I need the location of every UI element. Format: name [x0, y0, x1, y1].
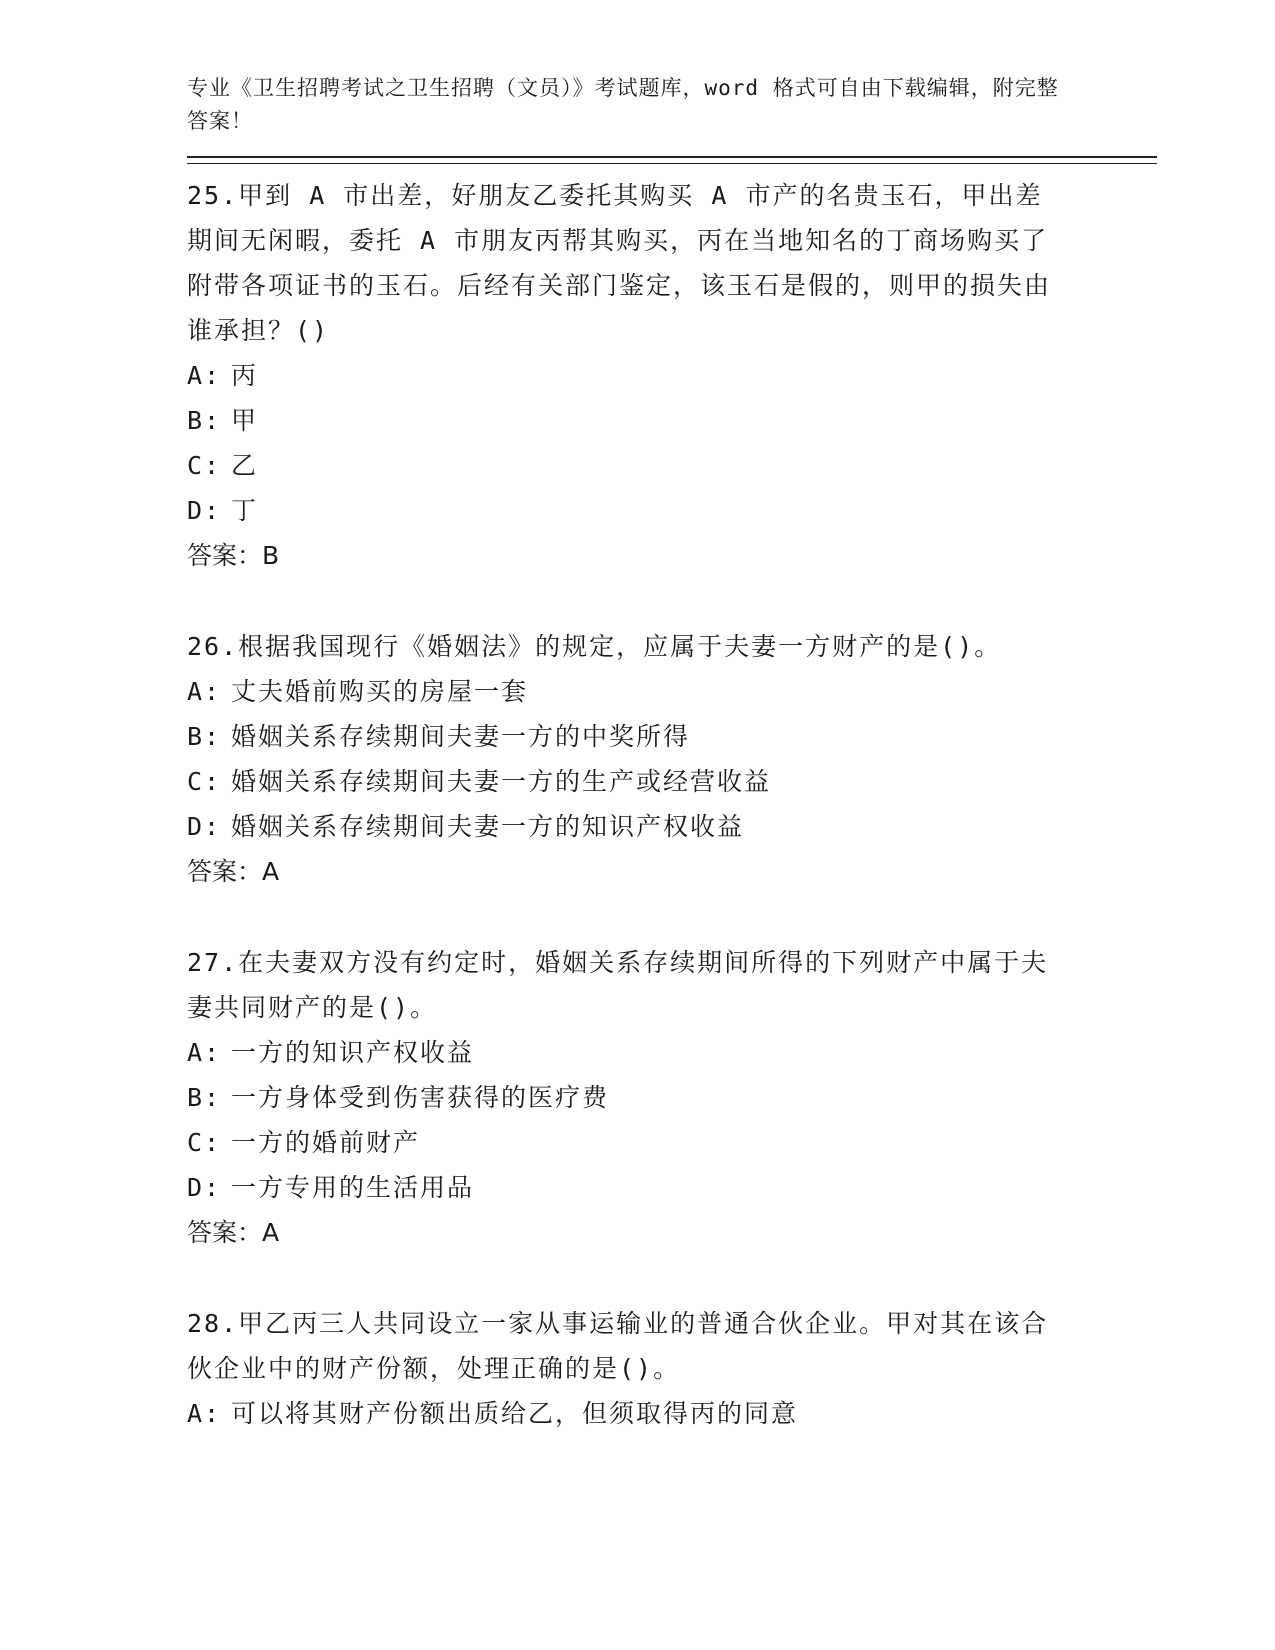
option-text: 一方的婚前财产: [231, 1128, 421, 1157]
option-text: 婚姻关系存续期间夫妻一方的中奖所得: [231, 722, 691, 751]
option-c: [187, 759, 1157, 804]
option-text: 婚姻关系存续期间夫妻一方的知识产权收益: [231, 812, 745, 841]
option-key: B:: [187, 722, 222, 751]
question-stem: 26.根据我国现行《婚姻法》的规定，应属于夫妻一方财产的是()。: [187, 632, 1002, 661]
option-b: [187, 714, 1157, 759]
option-a: [187, 1391, 1157, 1436]
option-key: C:: [187, 1128, 222, 1157]
question-stem: 27.在夫妻双方没有约定时，婚姻关系存续期间所得的下列财产中属于夫妻共同财产的是()。: [187, 948, 1049, 1022]
option-d: [187, 1165, 1157, 1210]
option-text: 一方专用的生活用品: [231, 1173, 475, 1202]
question-27: [187, 940, 1157, 1255]
option-c: [187, 1120, 1157, 1165]
option-text: 丙: [231, 361, 259, 390]
option-key: C:: [187, 451, 222, 480]
option-text: 丁: [231, 496, 259, 525]
option-key: A:: [187, 1038, 222, 1067]
question-28: [187, 1301, 1157, 1436]
option-key: D:: [187, 496, 222, 525]
option-key: D:: [187, 1173, 222, 1202]
option-b: [187, 1075, 1157, 1120]
question-26: [187, 624, 1157, 894]
option-b: [187, 398, 1157, 443]
option-key: D:: [187, 812, 222, 841]
option-key: B:: [187, 406, 222, 435]
option-a: [187, 353, 1157, 398]
option-text: 可以将其财产份额出质给乙，但须取得丙的同意: [231, 1399, 799, 1428]
option-text: 一方的知识产权收益: [231, 1038, 475, 1067]
document-header: 专业《卫生招聘考试之卫生招聘（文员）》考试题库，word 格式可自由下载编辑，附完整答案！: [187, 76, 1059, 133]
option-text: 丈夫婚前购买的房屋一套: [231, 677, 529, 706]
option-key: B:: [187, 1083, 222, 1112]
question-stem: 25.甲到 A 市出差，好朋友乙委托其购买 A 市产的名贵玉石，甲出差期间无闲暇，委托 A 市朋友丙帮其购买，丙在当地知名的丁商场购买了附带各项证书的玉石。后经有关部门鉴定，该玉石是假的，则甲的损失由谁承担？(): [187, 181, 1052, 345]
option-key: A:: [187, 1399, 222, 1428]
option-a: [187, 669, 1157, 714]
answer-line: 答案：A: [187, 857, 280, 886]
option-text: 甲: [231, 406, 259, 435]
option-key: A:: [187, 361, 222, 390]
option-key: C:: [187, 767, 222, 796]
option-a: [187, 1030, 1157, 1075]
option-d: [187, 488, 1157, 533]
option-d: [187, 804, 1157, 849]
question-25: [187, 173, 1157, 578]
answer-line: 答案：B: [187, 541, 280, 570]
option-text: 乙: [231, 451, 259, 480]
document-page: [187, 72, 1157, 1482]
question-stem: 28.甲乙丙三人共同设立一家从事运输业的普通合伙企业。甲对其在该合伙企业中的财产份额，处理正确的是()。: [187, 1309, 1049, 1383]
option-text: 一方身体受到伤害获得的医疗费: [231, 1083, 610, 1112]
question-list: [187, 173, 1157, 1436]
option-text: 婚姻关系存续期间夫妻一方的生产或经营收益: [231, 767, 772, 796]
option-c: [187, 443, 1157, 488]
header-divider: [187, 156, 1157, 164]
answer-line: 答案：A: [187, 1218, 280, 1247]
option-key: A:: [187, 677, 222, 706]
